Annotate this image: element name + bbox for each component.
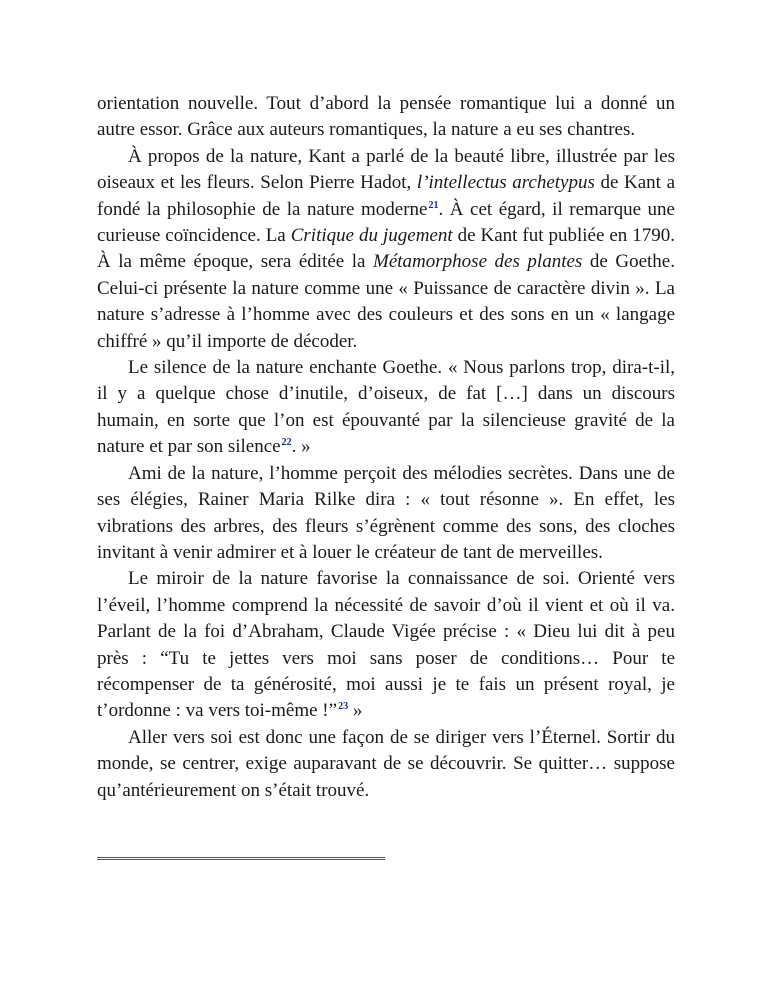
paragraph [97, 144, 675, 355]
paragraph [97, 566, 675, 724]
text-run: À propos de la nature, Kant a parlé de la beauté libre, illustrée par les oiseaux et les fleurs. Selon Pierre Hadot, [97, 145, 675, 194]
text-run: » [348, 700, 363, 722]
text-run: Ami de la nature, l’homme perçoit des mélodies secrètes. Dans une de ses élégies, Rainer Maria Rilke dira : « tout résonne ». En effet, les vibrations des arbres, des fleurs s’égrènent comme des sons, des cloches invitant à venir admirer et à louer le créateur de tant de merveilles. [97, 462, 675, 563]
text-run: . À cet égard, il remarque une curieuse coïncidence. La [97, 198, 675, 247]
footnote-ref: 21 [428, 199, 439, 211]
text-run: Le silence de la nature enchante Goethe. « Nous parlons trop, dira-t-il, il y a quelque chose d’inutile, d’oiseux, de fat […] dans un discours humain, en sorte que l’on est épouvanté par la silencieuse gravité de la nature et par son silence [97, 357, 675, 458]
text-run: . » [291, 436, 311, 458]
text-run: Aller vers soi est donc une façon de se diriger vers l’Éternel. Sortir du monde, se centrer, exige auparavant de se découvrir. Se quitter… suppose qu’antérieurement on s’était trouvé. [97, 726, 675, 801]
text-run: de Kant fut publiée en 1790. À la même époque, sera éditée la [97, 225, 676, 273]
italic-title: l’intellectus archetypus [416, 172, 595, 194]
paragraph [97, 355, 675, 461]
paragraph [97, 91, 675, 144]
text-run: orientation nouvelle. Tout d’abord la pensée romantique lui a donné un autre essor. Grâce aux auteurs romantiques, la nature a eu ses chantres. [97, 93, 675, 141]
footnote-separator [97, 857, 385, 860]
italic-title: Critique du jugement [290, 225, 453, 247]
footnote-ref: 22 [281, 437, 292, 449]
footnote-ref: 23 [338, 701, 349, 713]
text-run: de Goethe. Celui-ci présente la nature comme une « Puissance de caractère divin ». La nature s’adresse à l’homme avec des couleurs et des sons en un « langage chiffré » qu’il importe de décoder. [97, 251, 675, 352]
italic-title: Métamorphose des plantes [373, 251, 583, 273]
paragraph [97, 461, 675, 567]
text-run: Le miroir de la nature favorise la connaissance de soi. Orienté vers l’éveil, l’homme comprend la nécessité de savoir d’où il vient et où il va. Parlant de la foi d’Abraham, Claude Vigée précise : « Dieu lui dit à peu près : “Tu te jettes vers moi sans poser de conditions… Pour te récompenser de ta générosité, moi aussi je te fais un présent royal, je t’ordonne : va vers toi-même !” [97, 568, 675, 722]
paragraph [97, 725, 675, 804]
text-run: de Kant a fondé la philosophie de la nature moderne [97, 172, 675, 220]
body-text [97, 91, 675, 804]
